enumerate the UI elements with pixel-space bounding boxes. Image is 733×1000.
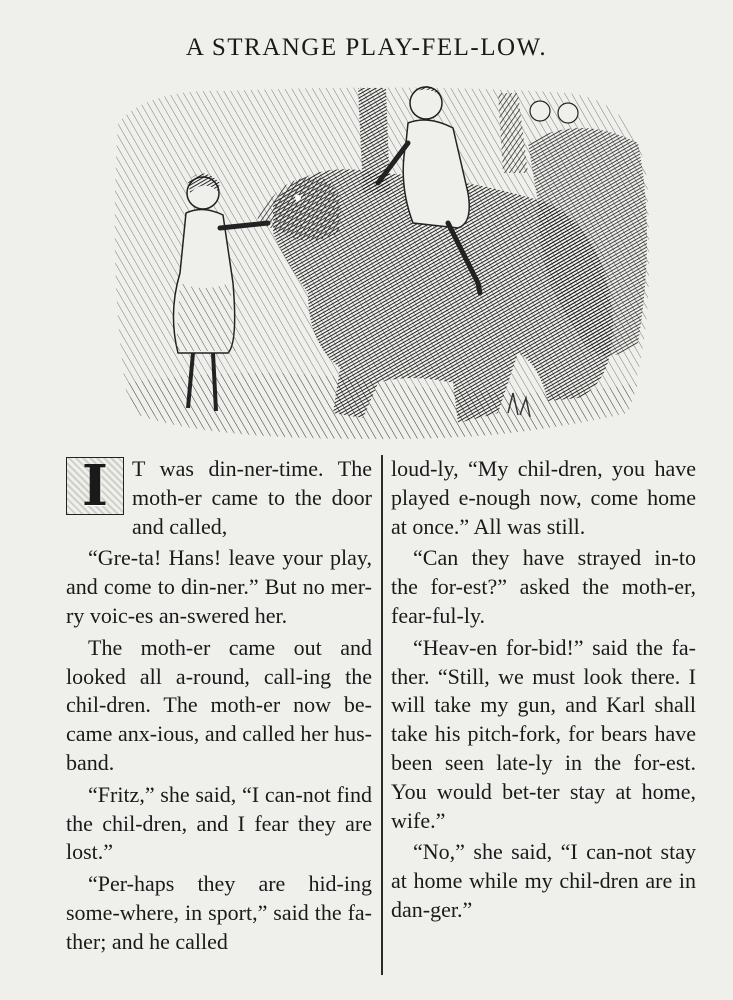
right-column — [391, 455, 696, 928]
bear-and-children-engraving-icon — [108, 83, 656, 443]
left-column — [66, 455, 372, 960]
column-divider — [381, 455, 383, 975]
drop-cap: I — [66, 457, 124, 515]
paragraph: “Gre-ta! Hans! leave your play, and come to din-ner.” But no mer-ry voic-es an-swered her. — [66, 545, 372, 628]
paragraph: loud-ly, “My chil-dren, you have played e-nough now, come home at once.” All was still. — [391, 456, 696, 539]
page-title: A STRANGE PLAY-FEL-LOW. — [185, 34, 548, 61]
bear-illustration — [108, 83, 656, 443]
paragraph: “Per-haps they are hid-ing some-where, in sport,” said the fa-ther; and he called — [66, 871, 372, 954]
paragraph: “Can they have strayed in-to the for-est?” asked the moth-er, fear-ful-ly. — [391, 545, 696, 628]
paragraph: The moth-er came out and looked all a-round, call-ing the chil-dren. The moth-er now be-came anx-ious, and called her hus-band. — [66, 634, 372, 775]
first-paragraph: I T was din-ner-time. The moth-er came to the door and called, — [66, 455, 372, 541]
paragraph: “Fritz,” she said, “I can-not find the chil-dren, and I fear they are lost.” — [66, 781, 372, 865]
paragraph: “No,” she said, “I can-not stay at home while my chil-dren are in dan-ger.” — [391, 839, 696, 922]
paragraph: “Heav-en for-bid!” said the fa-ther. “Still, we must look there. I will take my gun, and Karl shall take his pitch-fork, for bears have been seen late-ly in the for-est. You would bet-ter stay at home, wife.” — [391, 634, 696, 833]
